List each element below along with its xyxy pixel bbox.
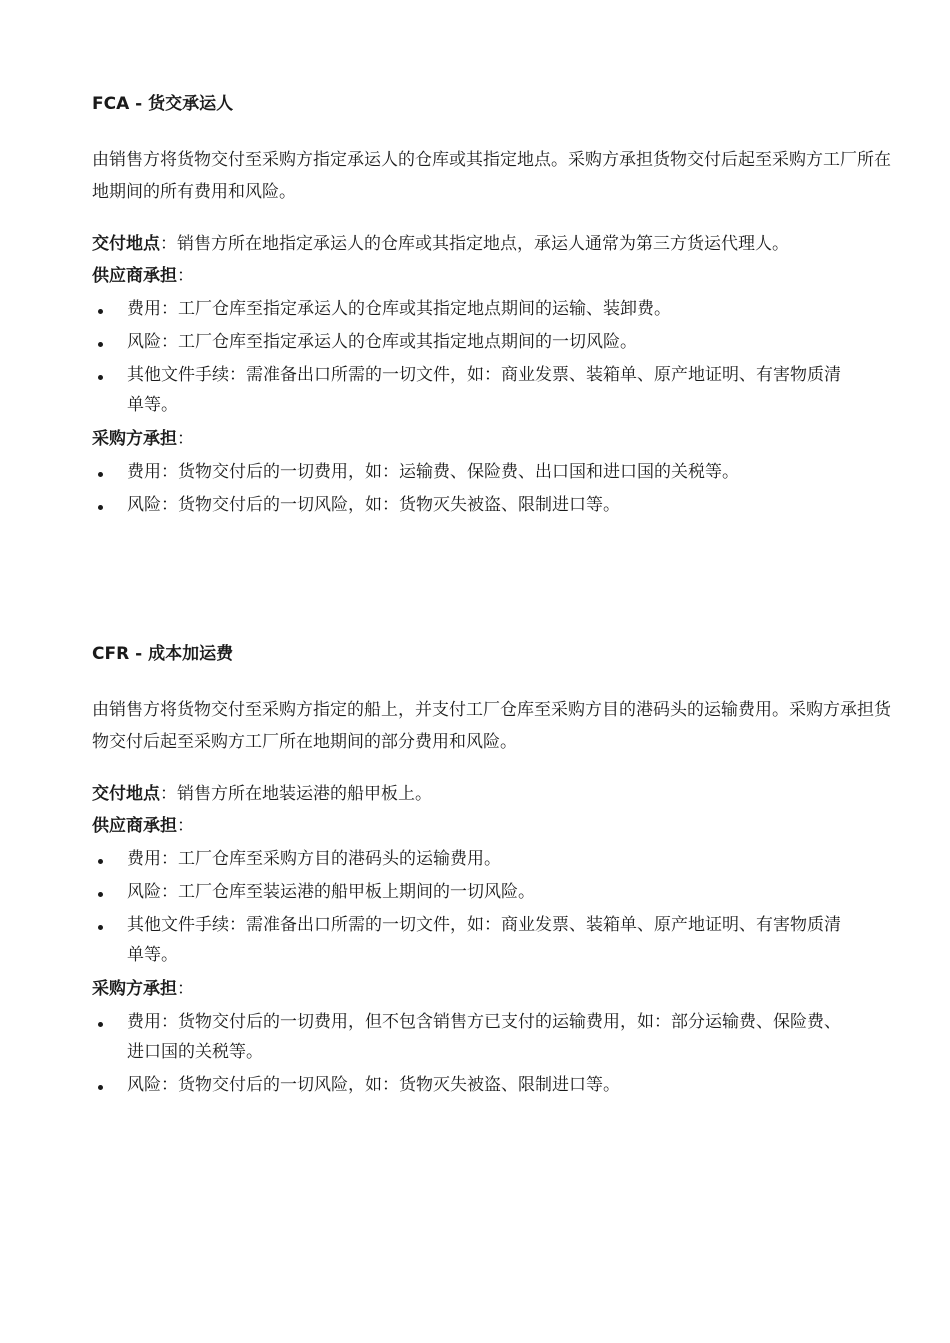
supplier-heading: [92, 810, 892, 842]
list-item-text: 费用：货物交付后的一切费用，但不包含销售方已支付的运输费用，如：部分运输费、保险费、进口国的关税等。: [127, 1012, 841, 1062]
buyer-heading: [92, 423, 892, 455]
list-item: [92, 457, 892, 487]
bullet-icon: [98, 309, 103, 314]
delivery-label: 交付地点: [92, 784, 160, 804]
supplier-label: 供应商承担: [92, 816, 177, 836]
delivery-location: [92, 228, 892, 260]
list-item-text: 费用：工厂仓库至采购方目的港码头的运输费用。: [127, 849, 501, 869]
delivery-text: 销售方所在地指定承运人的仓库或其指定地点，承运人通常为第三方货运代理人。: [177, 234, 789, 254]
supplier-sep: ：: [177, 266, 194, 286]
buyer-heading: [92, 973, 892, 1005]
list-item: [92, 844, 892, 874]
buyer-list: [92, 457, 892, 520]
bullet-icon: [98, 1085, 103, 1090]
bullet-icon: [98, 505, 103, 510]
bullet-icon: [98, 892, 103, 897]
list-item: [92, 877, 892, 907]
supplier-list: [92, 294, 892, 420]
supplier-sep: ：: [177, 816, 194, 836]
bullet-icon: [98, 375, 103, 380]
delivery-text: 销售方所在地装运港的船甲板上。: [177, 784, 432, 804]
list-item-text: 费用：工厂仓库至指定承运人的仓库或其指定地点期间的运输、装卸费。: [127, 299, 671, 319]
section-fca: [92, 92, 892, 523]
section-intro: 由销售方将货物交付至采购方指定的船上，并支付工厂仓库至采购方目的港码头的运输费用。采购方承担货物交付后起至采购方工厂所在地期间的部分费用和风险。: [92, 700, 891, 752]
section-intro: 由销售方将货物交付至采购方指定承运人的仓库或其指定地点。采购方承担货物交付后起至采购方工厂所在地期间的所有费用和风险。: [92, 150, 891, 202]
delivery-label: 交付地点: [92, 234, 160, 254]
list-item-text: 风险：货物交付后的一切风险，如：货物灭失被盗、限制进口等。: [127, 495, 620, 515]
supplier-list: [92, 844, 892, 970]
bullet-icon: [98, 1022, 103, 1027]
list-item-text: 其他文件手续：需准备出口所需的一切文件，如：商业发票、装箱单、原产地证明、有害物质清单等。: [127, 915, 841, 965]
list-item: [92, 294, 892, 324]
bullet-icon: [98, 859, 103, 864]
list-item: [92, 910, 847, 970]
list-item-text: 风险：货物交付后的一切风险，如：货物灭失被盗、限制进口等。: [127, 1075, 620, 1095]
buyer-label: 采购方承担: [92, 979, 177, 999]
section-cfr: [92, 642, 892, 1103]
list-item-text: 风险：工厂仓库至指定承运人的仓库或其指定地点期间的一切风险。: [127, 332, 637, 352]
list-item: [92, 360, 847, 420]
section-title: FCA - 货交承运人: [92, 94, 234, 114]
supplier-label: 供应商承担: [92, 266, 177, 286]
list-item-text: 费用：货物交付后的一切费用，如：运输费、保险费、出口国和进口国的关税等。: [127, 462, 739, 482]
list-item: [92, 490, 892, 520]
list-item: [92, 327, 892, 357]
bullet-icon: [98, 342, 103, 347]
delivery-location: [92, 778, 892, 810]
list-item-text: 其他文件手续：需准备出口所需的一切文件，如：商业发票、装箱单、原产地证明、有害物质清单等。: [127, 365, 841, 415]
buyer-label: 采购方承担: [92, 429, 177, 449]
delivery-sep: ：: [160, 234, 177, 254]
buyer-sep: ：: [177, 979, 194, 999]
bullet-icon: [98, 925, 103, 930]
delivery-sep: ：: [160, 784, 177, 804]
buyer-sep: ：: [177, 429, 194, 449]
bullet-icon: [98, 472, 103, 477]
buyer-list: [92, 1007, 892, 1100]
list-item: [92, 1007, 847, 1067]
list-item-text: 风险：工厂仓库至装运港的船甲板上期间的一切风险。: [127, 882, 535, 902]
section-title: CFR - 成本加运费: [92, 644, 234, 664]
supplier-heading: [92, 260, 892, 292]
list-item: [92, 1070, 892, 1100]
